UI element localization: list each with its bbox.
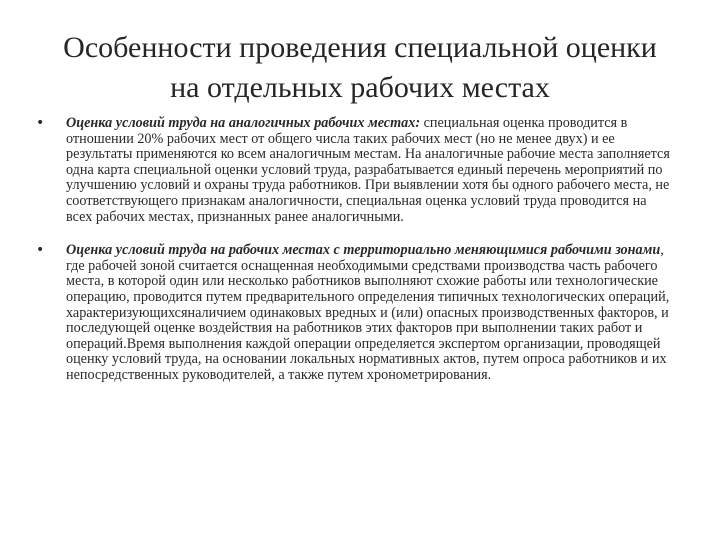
title-line-1: Особенности проведения специальной оценки	[63, 31, 657, 64]
bullet-lead-text: Оценка условий труда на рабочих местах с территориально меняющимися рабочими зонами	[66, 242, 661, 259]
bullet-body-text: , где рабочей зоной считается оснащенная необходимыми средствами производства часть рабочего места, в которой один или несколько работников выполняют схожие работы или технологические операцию, проводится путем предварительного определения типичных технологических операций, характеризующихсяналичием одинаковых вредных и (или) опасных производственных факторов, и последующей оценке воздействия на работников этих факторов при выполнении таких работ и операций.Время выполнения каждой операции определяется экспертом организации, проводящей оценку условий труда, на основании локальных нормативных актов, путем опроса работников и их непосредственных руководителей, а также путем хронометрирования.	[66, 242, 670, 383]
bullet-lead-text: Оценка условий труда на аналогичных рабочих местах:	[66, 115, 421, 131]
slide-title	[20, 28, 700, 108]
bullet-analogous-workplaces	[36, 116, 672, 225]
bullet-changing-work-zones	[36, 243, 672, 383]
bullet-list	[36, 116, 672, 384]
bullet-dot-icon: •	[36, 242, 45, 259]
bullet-dot-icon: •	[36, 115, 45, 131]
title-line-2: на отдельных рабочих местах	[170, 71, 550, 104]
bullet-body-text: специальная оценка проводится в отношении 20% рабочих мест от общего числа таких рабочих мест (но не менее двух) и ее результаты применяются ко всем аналогичным местам. На аналогичные рабочие места заполняется одна карта специальной оценки условий труда, разрабатывается единый перечень мероприятий по улучшению условий и охраны труда работников. При выявлении хотя бы одного рабочего места, не соответствующего признакам аналогичности, специальная оценка условий труда проводится на всех рабочих местах, признанных ранее аналогичными.	[66, 115, 670, 225]
